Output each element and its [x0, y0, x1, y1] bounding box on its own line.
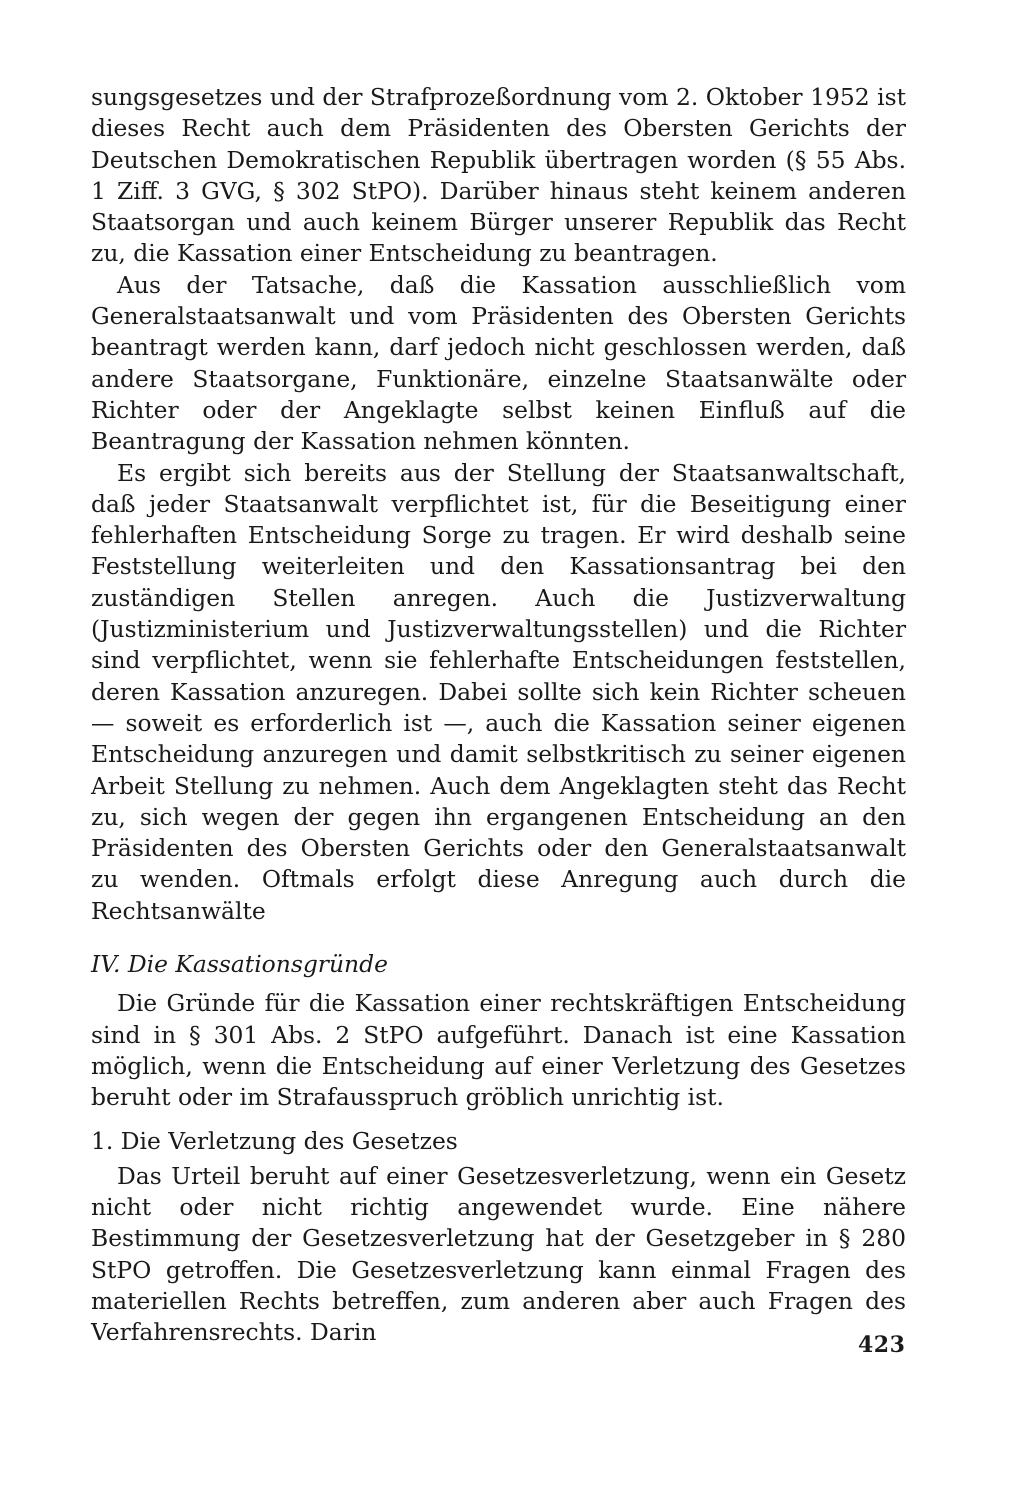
paragraph-kassationsgruende: Die Gründe für die Kassation einer rechtskräftigen Entscheidung sind in § 301 Abs. 2 StPO aufgeführt. Danach ist eine Kassation möglich, wenn die Entscheidung auf einer Verletzung des Gesetzes beruht oder im Strafausspruch gröblich unrichtig ist.: [91, 989, 906, 1112]
paragraph-continuation: sungsgesetzes und der Strafprozeßordnung vom 2. Oktober 1952 ist dieses Recht auch dem Präsidenten des Obersten Gerichts der Deutschen Demokratischen Republik übertragen worden (§ 55 Abs. 1 Ziff. 3 GVG, § 302 StPO). Darüber hinaus steht keinem anderen Staatsorgan und auch keinem Bürger unserer Republik das Recht zu, die Kassation einer Entscheidung zu beantragen.: [91, 83, 906, 268]
paragraph-staatsanwalt-duty: Es ergibt sich bereits aus der Stellung der Staatsanwaltschaft, daß jeder Staatsanwalt verpflichtet ist, für die Beseitigung einer fehlerhaften Entscheidung Sorge zu tragen. Er wird deshalb seine Feststellung weiterleiten und den Kassationsantrag bei den zuständigen Stellen anregen. Auch die Justizverwaltung (Justizministerium und Justizverwaltungsstellen) und die Richter sind verpflichtet, wenn sie fehlerhafte Entscheidungen feststellen, deren Kassation anzuregen. Dabei sollte sich kein Richter scheuen — soweit es erforderlich ist —, auch die Kassation seiner eigenen Entscheidung anzuregen und damit selbstkritisch zu seiner eigenen Arbeit Stellung zu nehmen. Auch dem Angeklagten steht das Recht zu, sich wegen der gegen ihn ergangenen Entscheidung an den Präsidenten des Obersten Gerichts oder den Generalstaatsanwalt zu wenden. Oftmals erfolgt diese Anregung auch durch die Rechtsanwälte: [91, 458, 906, 925]
paragraph-kassation-influence: Aus der Tatsache, daß die Kassation ausschließlich vom Generalstaatsanwalt und vom Präsidenten des Obersten Gerichts beantragt werden kann, darf jedoch nicht geschlossen werden, daß andere Staatsorgane, Funktionäre, einzelne Staatsanwälte oder Richter oder der Angeklagte selbst keinen Einfluß auf die Beantragung der Kassation nehmen könnten.: [91, 270, 906, 456]
section-heading: IV. Die Kassationsgründe: [91, 950, 388, 979]
page-number: 423: [858, 1332, 906, 1358]
subsection-heading: 1. Die Verletzung des Gesetzes: [91, 1126, 458, 1155]
page-body: [91, 82, 906, 1349]
paragraph-gesetzesverletzung: Das Urteil beruht auf einer Gesetzesverletzung, wenn ein Gesetz nicht oder nicht richtig angewendet wurde. Eine nähere Bestimmung der Gesetzesverletzung hat der Gesetzgeber in § 280 StPO getroffen. Die Gesetzesverletzung kann einmal Fragen des materiellen Rechts betreffen, zum anderen aber auch Fragen des Verfahrensrechts. Darin: [91, 1161, 906, 1347]
